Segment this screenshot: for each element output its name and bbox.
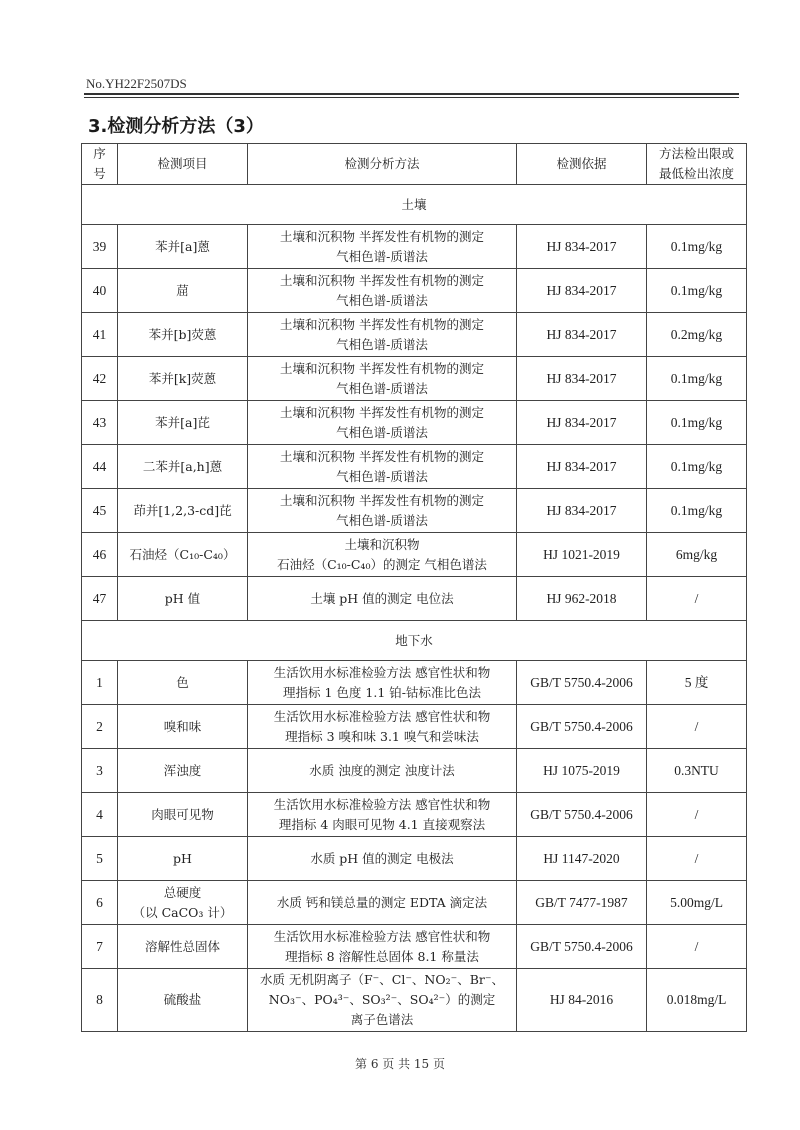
group-header-row — [82, 621, 747, 661]
row-item — [118, 401, 248, 445]
row-limit: 0.018mg/L — [647, 969, 747, 1032]
row-method-line: 生活饮用水标准检验方法 感官性状和物 — [273, 928, 491, 944]
row-method-line: 土壤和沉积物 半挥发性有机物的测定 — [280, 448, 484, 464]
row-method — [248, 837, 517, 881]
row-seq: 41 — [82, 313, 118, 357]
row-seq: 42 — [82, 357, 118, 401]
row-seq: 46 — [82, 533, 118, 577]
row-method-line: 气相色谱-质谱法 — [336, 512, 428, 528]
row-limit: / — [647, 577, 747, 621]
row-basis: GB/T 5750.4-2006 — [517, 705, 647, 749]
row-limit: 0.1mg/kg — [647, 269, 747, 313]
header-basis: 检测依据 — [517, 144, 647, 185]
row-method — [248, 577, 517, 621]
row-item — [118, 925, 248, 969]
row-seq: 7 — [82, 925, 118, 969]
table-row — [82, 793, 747, 837]
row-item-line: 茚并[1,2,3-cd]芘 — [133, 502, 232, 518]
row-seq: 4 — [82, 793, 118, 837]
table-row — [82, 357, 747, 401]
row-item-line: 石油烃（C₁₀-C₄₀） — [129, 546, 236, 562]
row-method — [248, 533, 517, 577]
table-row — [82, 445, 747, 489]
row-method-line: 气相色谱-质谱法 — [336, 336, 428, 352]
row-method-line: 水质 浊度的测定 浊度计法 — [309, 762, 455, 778]
table-row — [82, 969, 747, 1032]
row-basis: GB/T 5750.4-2006 — [517, 793, 647, 837]
row-method-line: 土壤和沉积物 半挥发性有机物的测定 — [280, 272, 484, 288]
report-number: No.YH22F2507DS — [86, 76, 187, 91]
group-name: 土壤 — [82, 185, 747, 225]
row-method-line: 土壤和沉积物 半挥发性有机物的测定 — [280, 316, 484, 332]
row-method-line: 气相色谱-质谱法 — [336, 380, 428, 396]
row-limit: 0.3NTU — [647, 749, 747, 793]
row-method-line: 气相色谱-质谱法 — [336, 248, 428, 264]
row-basis: HJ 834-2017 — [517, 445, 647, 489]
row-basis: HJ 834-2017 — [517, 489, 647, 533]
header-seq: 序 号 — [82, 144, 118, 185]
row-method-line: 土壤和沉积物 半挥发性有机物的测定 — [280, 360, 484, 376]
row-method-line: 生活饮用水标准检验方法 感官性状和物 — [273, 708, 491, 724]
row-basis: GB/T 5750.4-2006 — [517, 661, 647, 705]
row-limit: / — [647, 705, 747, 749]
page-footer: 第 6 页 共 15 页 — [355, 1057, 445, 1071]
row-seq: 39 — [82, 225, 118, 269]
row-item-line: 䓛 — [176, 282, 189, 298]
row-item — [118, 705, 248, 749]
row-basis: HJ 834-2017 — [517, 269, 647, 313]
row-limit: / — [647, 837, 747, 881]
row-basis: HJ 1075-2019 — [517, 749, 647, 793]
row-method-line: 气相色谱-质谱法 — [336, 292, 428, 308]
row-seq: 6 — [82, 881, 118, 925]
row-item — [118, 225, 248, 269]
row-seq: 5 — [82, 837, 118, 881]
table-row — [82, 661, 747, 705]
table-row — [82, 489, 747, 533]
row-item-line: 苯并[a]蒽 — [155, 238, 210, 254]
row-method — [248, 749, 517, 793]
row-method — [248, 445, 517, 489]
row-item-line: 苯并[b]荧蒽 — [148, 326, 217, 342]
row-method — [248, 793, 517, 837]
row-limit: 0.1mg/kg — [647, 401, 747, 445]
row-method-line: 气相色谱-质谱法 — [336, 424, 428, 440]
row-item — [118, 837, 248, 881]
row-method-line: 气相色谱-质谱法 — [336, 468, 428, 484]
row-method-line: 理指标 3 嗅和味 3.1 嗅气和尝味法 — [285, 728, 479, 744]
row-method — [248, 489, 517, 533]
group-name: 地下水 — [82, 621, 747, 661]
row-seq: 1 — [82, 661, 118, 705]
row-item — [118, 269, 248, 313]
methods-table — [81, 143, 747, 1032]
row-seq: 45 — [82, 489, 118, 533]
row-item — [118, 533, 248, 577]
row-method-line: 土壤和沉积物 半挥发性有机物的测定 — [280, 404, 484, 420]
row-limit: 0.1mg/kg — [647, 225, 747, 269]
row-limit: / — [647, 793, 747, 837]
row-item-line: 色 — [176, 674, 189, 690]
section-title: 3.检测分析方法（3） — [88, 116, 264, 137]
row-method-line: 土壤和沉积物 半挥发性有机物的测定 — [280, 228, 484, 244]
row-method — [248, 313, 517, 357]
row-item — [118, 313, 248, 357]
row-method — [248, 705, 517, 749]
row-method — [248, 357, 517, 401]
header-rule-thin — [84, 97, 739, 98]
row-basis: HJ 834-2017 — [517, 313, 647, 357]
row-method — [248, 401, 517, 445]
row-limit: 0.1mg/kg — [647, 445, 747, 489]
table-row — [82, 881, 747, 925]
table-row — [82, 837, 747, 881]
table-body — [82, 185, 747, 1032]
table-row — [82, 925, 747, 969]
row-item-line: （以 CaCO₃ 计） — [132, 904, 233, 920]
row-limit: 5 度 — [647, 661, 747, 705]
row-method-line: 理指标 4 肉眼可见物 4.1 直接观察法 — [278, 816, 486, 832]
row-method-line: 水质 钙和镁总量的测定 EDTA 滴定法 — [276, 894, 488, 910]
header-limit: 方法检出限或 最低检出浓度 — [647, 144, 747, 185]
row-item-line: pH — [173, 850, 192, 866]
row-method — [248, 269, 517, 313]
row-method-line: 水质 pH 值的测定 电极法 — [310, 850, 454, 866]
table-row — [82, 705, 747, 749]
row-item — [118, 793, 248, 837]
row-method — [248, 881, 517, 925]
row-item-line: 二苯并[a,h]蒽 — [142, 458, 223, 474]
table-row — [82, 533, 747, 577]
row-basis: GB/T 5750.4-2006 — [517, 925, 647, 969]
row-method-line: NO₃⁻、PO₄³⁻、SO₃²⁻、SO₄²⁻）的测定 — [268, 992, 496, 1007]
group-header-row — [82, 185, 747, 225]
row-seq: 8 — [82, 969, 118, 1032]
table-row — [82, 269, 747, 313]
row-item — [118, 661, 248, 705]
table-header-row — [82, 144, 747, 185]
row-basis: HJ 84-2016 — [517, 969, 647, 1032]
row-method-line: 离子色谱法 — [350, 1012, 414, 1027]
row-method-line: 生活饮用水标准检验方法 感官性状和物 — [273, 796, 491, 812]
row-method — [248, 661, 517, 705]
header-item: 检测项目 — [118, 144, 248, 185]
row-item-line: 嗅和味 — [163, 718, 202, 734]
row-method-line: 土壤 pH 值的测定 电位法 — [310, 590, 454, 606]
row-item-line: 苯并[a]芘 — [155, 414, 210, 430]
table-row — [82, 313, 747, 357]
row-seq: 40 — [82, 269, 118, 313]
row-item — [118, 749, 248, 793]
row-basis: GB/T 7477-1987 — [517, 881, 647, 925]
row-item — [118, 489, 248, 533]
row-method-line: 理指标 1 色度 1.1 铂-钴标准比色法 — [283, 684, 481, 700]
row-basis: HJ 1147-2020 — [517, 837, 647, 881]
row-item-line: 肉眼可见物 — [151, 806, 214, 822]
row-basis: HJ 962-2018 — [517, 577, 647, 621]
row-method-line: 土壤和沉积物 — [344, 536, 420, 552]
table-row — [82, 401, 747, 445]
row-seq: 47 — [82, 577, 118, 621]
row-item — [118, 357, 248, 401]
row-item — [118, 969, 248, 1032]
row-seq: 3 — [82, 749, 118, 793]
table-row — [82, 577, 747, 621]
row-limit: / — [647, 925, 747, 969]
row-method-line: 理指标 8 溶解性总固体 8.1 称量法 — [285, 948, 479, 964]
row-seq: 43 — [82, 401, 118, 445]
row-item-line: 总硬度 — [163, 884, 202, 900]
row-item-line: 溶解性总固体 — [144, 938, 220, 954]
row-method — [248, 969, 517, 1032]
row-basis: HJ 1021-2019 — [517, 533, 647, 577]
row-item — [118, 881, 248, 925]
table-row — [82, 749, 747, 793]
row-item-line: 苯并[k]荧蒽 — [148, 370, 217, 386]
row-item — [118, 577, 248, 621]
row-basis: HJ 834-2017 — [517, 357, 647, 401]
row-seq: 44 — [82, 445, 118, 489]
row-item-line: 浑浊度 — [163, 762, 202, 778]
row-basis: HJ 834-2017 — [517, 225, 647, 269]
row-method-line: 土壤和沉积物 半挥发性有机物的测定 — [280, 492, 484, 508]
row-method — [248, 225, 517, 269]
row-limit: 0.1mg/kg — [647, 357, 747, 401]
row-limit: 0.2mg/kg — [647, 313, 747, 357]
row-method-line: 生活饮用水标准检验方法 感官性状和物 — [273, 664, 491, 680]
row-item-line: 硫酸盐 — [163, 992, 202, 1007]
row-limit: 6mg/kg — [647, 533, 747, 577]
row-seq: 2 — [82, 705, 118, 749]
table-row — [82, 225, 747, 269]
row-limit: 0.1mg/kg — [647, 489, 747, 533]
row-method-line: 水质 无机阴离子（F⁻、Cl⁻、NO₂⁻、Br⁻、 — [260, 972, 504, 987]
row-item — [118, 445, 248, 489]
row-basis: HJ 834-2017 — [517, 401, 647, 445]
row-limit: 5.00mg/L — [647, 881, 747, 925]
header-method: 检测分析方法 — [248, 144, 517, 185]
row-method — [248, 925, 517, 969]
row-method-line: 石油烃（C₁₀-C₄₀）的测定 气相色谱法 — [277, 556, 487, 572]
header-rule — [84, 93, 739, 95]
row-item-line: pH 值 — [164, 590, 201, 606]
